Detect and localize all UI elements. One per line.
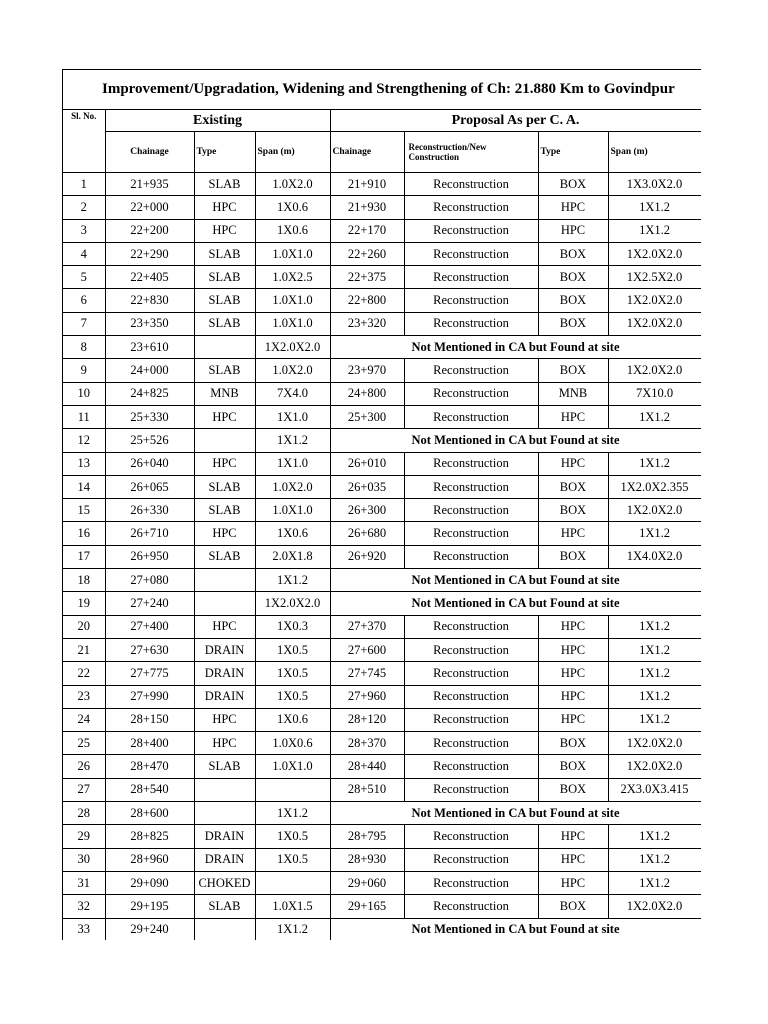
cell-type: HPC [194,708,255,731]
cell-proposal-span: 1X1.2 [608,522,701,545]
table-row [63,685,701,708]
cell-reconstruction: Reconstruction [404,662,538,685]
cell-proposal-span: 1X1.2 [608,452,701,475]
cell-span: 1.0X1.0 [255,499,330,522]
cell-type [194,592,255,615]
cell-type [194,918,255,940]
cell-type: HPC [194,452,255,475]
cell-span: 1X0.6 [255,522,330,545]
cell-chainage: 28+150 [105,708,194,731]
cell-proposal-type: BOX [538,755,608,778]
cell-reconstruction: Reconstruction [404,242,538,265]
cell-proposal-chainage: 28+440 [330,755,404,778]
cell-proposal-chainage: 27+600 [330,638,404,661]
table-row [63,475,701,498]
cell-reconstruction: Reconstruction [404,289,538,312]
table-row [63,802,701,825]
cell-span: 1.0X2.0 [255,359,330,382]
cell-proposal-type: HPC [538,615,608,638]
header-existing: Existing [105,110,330,132]
cell-chainage: 22+200 [105,219,194,242]
cell-span [255,871,330,894]
cell-span: 1.0X2.0 [255,475,330,498]
cell-span: 1X0.6 [255,708,330,731]
cell-proposal-chainage: 21+930 [330,196,404,219]
cell-type: SLAB [194,895,255,918]
header-sl-no: Sl. No. [63,110,105,173]
table-row [63,778,701,801]
cell-proposal-type: BOX [538,895,608,918]
cell-proposal-span: 1X2.0X2.0 [608,242,701,265]
table-row [63,336,701,359]
table-row [63,405,701,428]
cell-span: 1X0.5 [255,638,330,661]
cell-chainage: 26+040 [105,452,194,475]
cell-chainage: 28+470 [105,755,194,778]
table-row [63,522,701,545]
cell-reconstruction: Reconstruction [404,359,538,382]
cell-proposal-chainage: 24+800 [330,382,404,405]
cell-proposal-type: BOX [538,359,608,382]
cell-type: SLAB [194,266,255,289]
cell-sl-no: 19 [63,592,105,615]
cell-span: 7X4.0 [255,382,330,405]
cell-proposal-type: BOX [538,289,608,312]
cell-proposal-type: BOX [538,475,608,498]
cell-chainage: 27+990 [105,685,194,708]
cell-proposal-chainage: 27+745 [330,662,404,685]
cell-proposal-chainage: 26+920 [330,545,404,568]
cell-sl-no: 4 [63,242,105,265]
cell-span: 1X0.6 [255,219,330,242]
structures-table [63,110,701,940]
cell-note: Not Mentioned in CA but Found at site [330,918,701,940]
cell-sl-no: 29 [63,825,105,848]
cell-proposal-span: 1X2.0X2.0 [608,895,701,918]
cell-span: 1.0X1.0 [255,289,330,312]
cell-chainage: 29+195 [105,895,194,918]
cell-proposal-type: BOX [538,242,608,265]
cell-type [194,336,255,359]
cell-reconstruction: Reconstruction [404,732,538,755]
cell-span: 1X1.2 [255,802,330,825]
cell-proposal-chainage: 28+370 [330,732,404,755]
cell-type: HPC [194,615,255,638]
cell-proposal-chainage: 26+010 [330,452,404,475]
cell-type: SLAB [194,545,255,568]
cell-proposal-chainage: 28+930 [330,848,404,871]
cell-reconstruction: Reconstruction [404,615,538,638]
table-row [63,638,701,661]
cell-proposal-span: 1X2.0X2.0 [608,499,701,522]
cell-type: HPC [194,732,255,755]
cell-sl-no: 12 [63,429,105,452]
header-proposal-chainage: Chainage [330,132,404,173]
cell-type: HPC [194,196,255,219]
cell-proposal-type: HPC [538,522,608,545]
cell-reconstruction: Reconstruction [404,638,538,661]
cell-reconstruction: Reconstruction [404,196,538,219]
cell-proposal-span: 1X2.0X2.355 [608,475,701,498]
cell-chainage: 26+950 [105,545,194,568]
cell-proposal-chainage: 23+320 [330,312,404,335]
cell-sl-no: 26 [63,755,105,778]
cell-type: MNB [194,382,255,405]
cell-span [255,778,330,801]
table-row [63,732,701,755]
cell-proposal-span: 1X1.2 [608,196,701,219]
cell-proposal-span: 7X10.0 [608,382,701,405]
cell-type: SLAB [194,359,255,382]
cell-span: 1.0X2.5 [255,266,330,289]
cell-chainage: 27+775 [105,662,194,685]
cell-proposal-type: HPC [538,848,608,871]
cell-proposal-span: 2X3.0X3.415 [608,778,701,801]
cell-sl-no: 32 [63,895,105,918]
cell-span: 1X0.5 [255,662,330,685]
table-row [63,918,701,940]
cell-sl-no: 14 [63,475,105,498]
cell-sl-no: 6 [63,289,105,312]
cell-span: 1X2.0X2.0 [255,592,330,615]
cell-type [194,802,255,825]
cell-span: 1X0.3 [255,615,330,638]
table-row [63,708,701,731]
cell-proposal-span: 1X1.2 [608,848,701,871]
cell-reconstruction: Reconstruction [404,545,538,568]
cell-type: SLAB [194,289,255,312]
cell-proposal-chainage: 21+910 [330,173,404,196]
table-row [63,895,701,918]
cell-chainage: 27+240 [105,592,194,615]
cell-proposal-span: 1X1.2 [608,871,701,894]
cell-sl-no: 17 [63,545,105,568]
cell-type: DRAIN [194,848,255,871]
cell-chainage: 29+240 [105,918,194,940]
cell-sl-no: 27 [63,778,105,801]
cell-type: SLAB [194,242,255,265]
cell-sl-no: 28 [63,802,105,825]
cell-chainage: 26+330 [105,499,194,522]
cell-chainage: 22+290 [105,242,194,265]
cell-proposal-type: HPC [538,638,608,661]
cell-type [194,429,255,452]
cell-proposal-span: 1X2.0X2.0 [608,289,701,312]
header-row-groups [63,110,701,132]
cell-proposal-span: 1X1.2 [608,708,701,731]
cell-type: HPC [194,219,255,242]
cell-proposal-type: HPC [538,196,608,219]
cell-type: SLAB [194,755,255,778]
cell-sl-no: 5 [63,266,105,289]
cell-proposal-type: HPC [538,871,608,894]
cell-reconstruction: Reconstruction [404,522,538,545]
cell-reconstruction: Reconstruction [404,452,538,475]
cell-proposal-type: BOX [538,312,608,335]
cell-span: 2.0X1.8 [255,545,330,568]
cell-proposal-span: 1X1.2 [608,825,701,848]
cell-sl-no: 21 [63,638,105,661]
cell-proposal-chainage: 29+165 [330,895,404,918]
table-row [63,499,701,522]
cell-type: DRAIN [194,662,255,685]
table-row [63,755,701,778]
cell-type: CHOKED [194,871,255,894]
cell-chainage: 26+710 [105,522,194,545]
table-row [63,848,701,871]
cell-proposal-span: 1X3.0X2.0 [608,173,701,196]
cell-proposal-chainage: 22+375 [330,266,404,289]
cell-type: SLAB [194,475,255,498]
cell-chainage: 24+000 [105,359,194,382]
cell-proposal-span: 1X2.0X2.0 [608,312,701,335]
cell-proposal-chainage: 25+300 [330,405,404,428]
cell-type: DRAIN [194,825,255,848]
cell-sl-no: 9 [63,359,105,382]
cell-chainage: 29+090 [105,871,194,894]
table-row [63,289,701,312]
cell-reconstruction: Reconstruction [404,475,538,498]
cell-sl-no: 23 [63,685,105,708]
table-title: Improvement/Upgradation, Widening and Strengthening of Ch: 21.880 Km to Govindpur [102,81,675,97]
cell-proposal-type: BOX [538,778,608,801]
cell-note: Not Mentioned in CA but Found at site [330,429,701,452]
cell-proposal-chainage: 28+120 [330,708,404,731]
cell-reconstruction: Reconstruction [404,685,538,708]
cell-chainage: 28+600 [105,802,194,825]
cell-proposal-chainage: 26+035 [330,475,404,498]
cell-span: 1X1.0 [255,405,330,428]
cell-proposal-span: 1X2.5X2.0 [608,266,701,289]
table-row [63,545,701,568]
cell-sl-no: 24 [63,708,105,731]
table-row [63,429,701,452]
cell-proposal-type: HPC [538,685,608,708]
cell-proposal-span: 1X2.0X2.0 [608,359,701,382]
cell-span: 1.0X1.0 [255,242,330,265]
cell-span: 1X1.2 [255,918,330,940]
table-row [63,173,701,196]
cell-chainage: 22+000 [105,196,194,219]
cell-sl-no: 2 [63,196,105,219]
cell-sl-no: 25 [63,732,105,755]
header-chainage: Chainage [105,132,194,173]
table-row [63,452,701,475]
cell-chainage: 23+610 [105,336,194,359]
header-reconstruction: Reconstruction/New Construction [404,132,538,173]
cell-proposal-type: HPC [538,662,608,685]
cell-proposal-chainage: 23+970 [330,359,404,382]
table-row [63,312,701,335]
cell-reconstruction: Reconstruction [404,778,538,801]
table-row [63,569,701,592]
cell-chainage: 22+830 [105,289,194,312]
cell-proposal-span: 1X1.2 [608,405,701,428]
cell-chainage: 24+825 [105,382,194,405]
header-proposal-type: Type [538,132,608,173]
cell-span: 1X0.5 [255,685,330,708]
cell-proposal-chainage: 28+795 [330,825,404,848]
cell-sl-no: 18 [63,569,105,592]
cell-note: Not Mentioned in CA but Found at site [330,569,701,592]
cell-sl-no: 1 [63,173,105,196]
table-row [63,871,701,894]
cell-proposal-chainage: 27+370 [330,615,404,638]
cell-proposal-type: HPC [538,708,608,731]
cell-chainage: 26+065 [105,475,194,498]
cell-sl-no: 15 [63,499,105,522]
cell-proposal-type: HPC [538,452,608,475]
structure-table-sheet [62,69,701,940]
cell-chainage: 25+526 [105,429,194,452]
cell-proposal-span: 1X1.2 [608,662,701,685]
cell-span: 1.0X2.0 [255,173,330,196]
cell-reconstruction: Reconstruction [404,848,538,871]
cell-span: 1X0.6 [255,196,330,219]
cell-chainage: 28+400 [105,732,194,755]
cell-span: 1.0X1.0 [255,312,330,335]
cell-proposal-type: MNB [538,382,608,405]
cell-sl-no: 7 [63,312,105,335]
cell-note: Not Mentioned in CA but Found at site [330,802,701,825]
cell-reconstruction: Reconstruction [404,895,538,918]
cell-chainage: 28+825 [105,825,194,848]
header-proposal-span: Span (m) [608,132,701,173]
cell-span: 1X1.2 [255,569,330,592]
cell-proposal-chainage: 29+060 [330,871,404,894]
cell-proposal-type: BOX [538,732,608,755]
table-row [63,825,701,848]
cell-reconstruction: Reconstruction [404,405,538,428]
cell-chainage: 27+080 [105,569,194,592]
cell-span: 1X0.5 [255,825,330,848]
table-row [63,196,701,219]
cell-proposal-chainage: 26+680 [330,522,404,545]
cell-type: SLAB [194,312,255,335]
cell-sl-no: 10 [63,382,105,405]
cell-reconstruction: Reconstruction [404,219,538,242]
cell-chainage: 21+935 [105,173,194,196]
cell-reconstruction: Reconstruction [404,266,538,289]
cell-proposal-chainage: 26+300 [330,499,404,522]
cell-chainage: 25+330 [105,405,194,428]
cell-proposal-chainage: 28+510 [330,778,404,801]
cell-proposal-chainage: 27+960 [330,685,404,708]
cell-proposal-chainage: 22+260 [330,242,404,265]
cell-type: HPC [194,405,255,428]
cell-span: 1.0X1.0 [255,755,330,778]
cell-span: 1.0X1.5 [255,895,330,918]
cell-sl-no: 33 [63,918,105,940]
cell-reconstruction: Reconstruction [404,708,538,731]
cell-chainage: 23+350 [105,312,194,335]
cell-note: Not Mentioned in CA but Found at site [330,336,701,359]
cell-reconstruction: Reconstruction [404,871,538,894]
cell-reconstruction: Reconstruction [404,825,538,848]
cell-proposal-type: BOX [538,545,608,568]
cell-span: 1X0.5 [255,848,330,871]
cell-span: 1X2.0X2.0 [255,336,330,359]
header-row-columns [63,132,701,173]
cell-sl-no: 11 [63,405,105,428]
cell-chainage: 28+960 [105,848,194,871]
cell-type: SLAB [194,499,255,522]
cell-chainage: 27+630 [105,638,194,661]
cell-span: 1.0X0.6 [255,732,330,755]
table-row [63,242,701,265]
cell-type: SLAB [194,173,255,196]
cell-chainage: 27+400 [105,615,194,638]
cell-proposal-type: BOX [538,173,608,196]
cell-proposal-span: 1X1.2 [608,638,701,661]
cell-sl-no: 13 [63,452,105,475]
cell-reconstruction: Reconstruction [404,499,538,522]
cell-reconstruction: Reconstruction [404,382,538,405]
cell-proposal-span: 1X1.2 [608,685,701,708]
cell-chainage: 22+405 [105,266,194,289]
cell-reconstruction: Reconstruction [404,173,538,196]
cell-span: 1X1.2 [255,429,330,452]
cell-sl-no: 20 [63,615,105,638]
cell-proposal-span: 1X4.0X2.0 [608,545,701,568]
cell-note: Not Mentioned in CA but Found at site [330,592,701,615]
header-proposal: Proposal As per C. A. [330,110,701,132]
cell-proposal-type: BOX [538,499,608,522]
cell-sl-no: 31 [63,871,105,894]
cell-type [194,778,255,801]
cell-sl-no: 16 [63,522,105,545]
cell-proposal-span: 1X2.0X2.0 [608,732,701,755]
header-span: Span (m) [255,132,330,173]
cell-type [194,569,255,592]
cell-type: DRAIN [194,685,255,708]
cell-proposal-type: HPC [538,405,608,428]
table-row [63,615,701,638]
cell-sl-no: 3 [63,219,105,242]
title-row [63,70,701,110]
cell-proposal-span: 1X1.2 [608,615,701,638]
cell-proposal-type: HPC [538,219,608,242]
cell-sl-no: 30 [63,848,105,871]
cell-span: 1X1.0 [255,452,330,475]
table-row [63,662,701,685]
cell-type: DRAIN [194,638,255,661]
cell-chainage: 28+540 [105,778,194,801]
cell-sl-no: 22 [63,662,105,685]
cell-type: HPC [194,522,255,545]
cell-proposal-type: BOX [538,266,608,289]
cell-sl-no: 8 [63,336,105,359]
cell-proposal-span: 1X2.0X2.0 [608,755,701,778]
cell-reconstruction: Reconstruction [404,755,538,778]
cell-proposal-chainage: 22+170 [330,219,404,242]
header-type: Type [194,132,255,173]
table-row [63,219,701,242]
table-row [63,592,701,615]
cell-proposal-chainage: 22+800 [330,289,404,312]
cell-reconstruction: Reconstruction [404,312,538,335]
cell-proposal-span: 1X1.2 [608,219,701,242]
table-row [63,359,701,382]
cell-proposal-type: HPC [538,825,608,848]
table-row [63,382,701,405]
table-row [63,266,701,289]
